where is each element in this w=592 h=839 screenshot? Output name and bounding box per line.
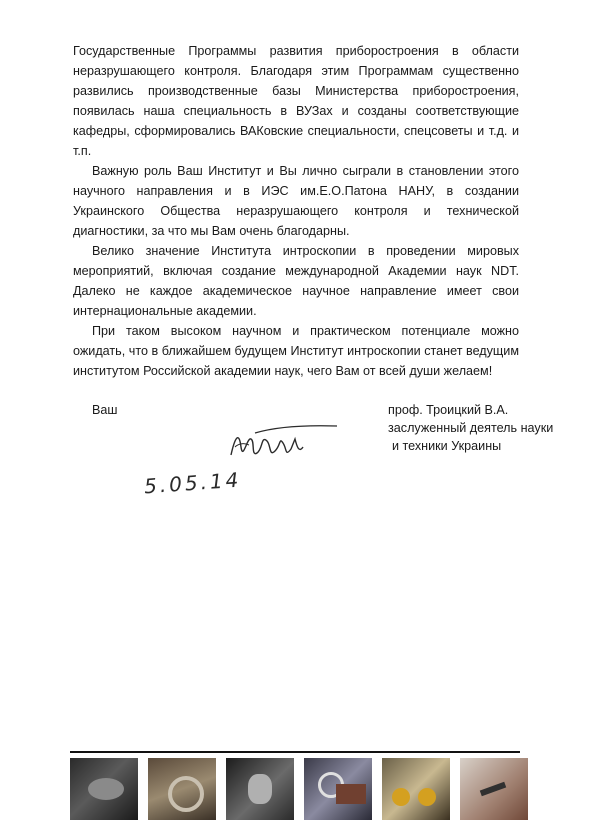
handwritten-signature (225, 417, 345, 467)
probe-photo (460, 758, 528, 820)
device-photo (304, 758, 372, 820)
paragraph-2: Важную роль Ваш Институт и Вы лично сыграли в становлении этого научного направления и в ИЭС им.Е.О.Патона НАНУ, в создании Украинского Общества неразрушающего контроля и технической диагностики, за что мы Вам очень благодарны. (73, 164, 519, 238)
handwritten-date: 5.05.14 (143, 467, 243, 499)
pipe-inspection-photo (148, 758, 216, 820)
paragraph-3: Велико значение Института интроскопии в проведении мировых мероприятий, включая создание международной Академии наук NDT. Далеко не каждое академическое научное направление имеет свои интернациональные академии. (73, 244, 519, 318)
paragraph-4: При таком высоком научном и практическом потенциале можно ожидать, что в ближайшем будущем Институт интроскопии станет ведущим институтом Российской академии наук, чего Вам от всей души желаем! (73, 324, 519, 378)
letter-body (73, 41, 519, 381)
signatory-block (388, 401, 578, 455)
footer-photo-strip (70, 758, 550, 820)
paragraph-1: Государственные Программы развития приборостроения в области неразрушающего контроля. Благодаря этим Программам существенно развились производственные базы Министерства приборостроения, появилась наша специальность в ВУЗах и созданы соответствующие кафедры, сформировались ВАКовские специальности, спецсоветы и т.д. и т.п. (73, 44, 519, 158)
wheels-photo (382, 758, 450, 820)
signatory-name: проф. Троицкий В.А. (388, 403, 509, 417)
footer-divider (70, 751, 520, 753)
signatory-title: заслуженный деятель науки (388, 421, 554, 435)
drum-photo (226, 758, 294, 820)
workpiece-photo (70, 758, 138, 820)
closing-greeting: Ваш (92, 403, 118, 417)
signatory-title-continued: и техники Украины (392, 439, 502, 453)
